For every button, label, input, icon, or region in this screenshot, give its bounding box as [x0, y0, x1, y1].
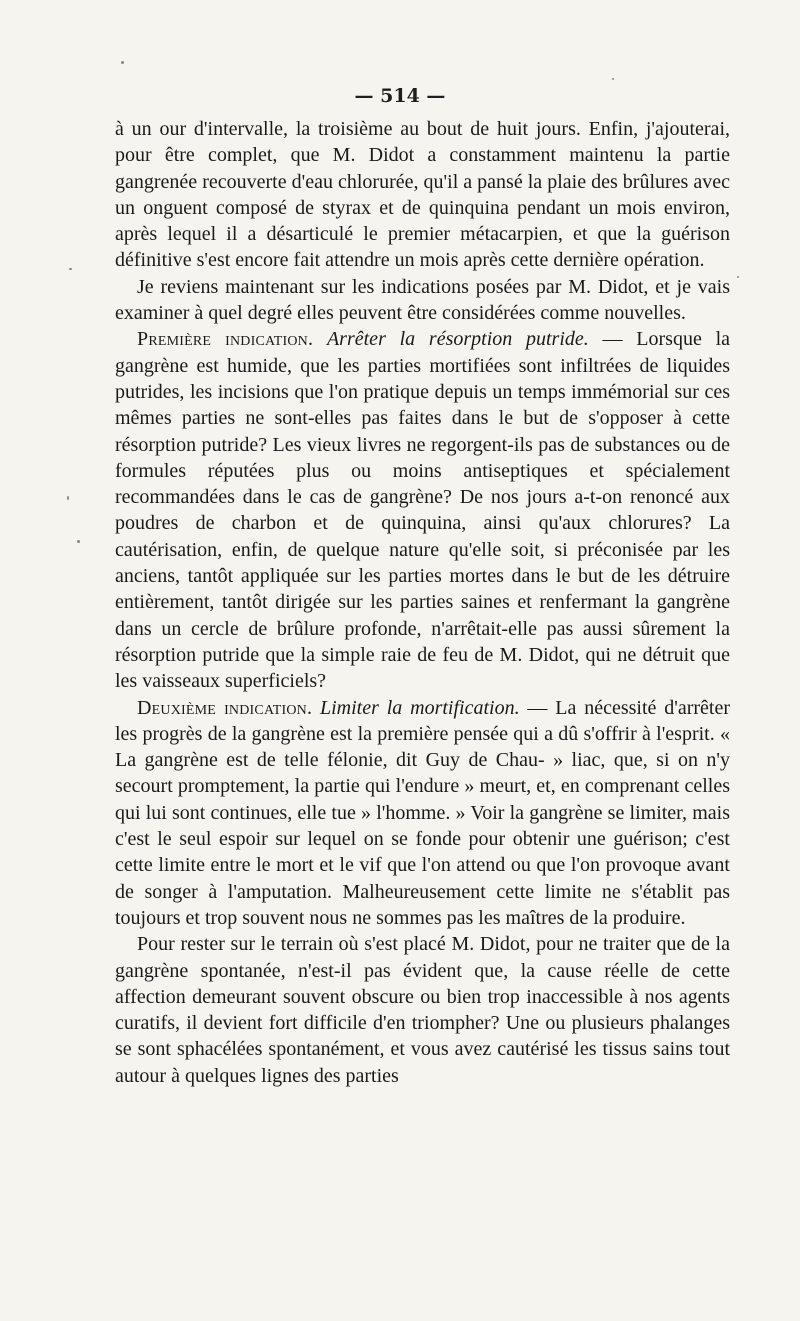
page-number: — 514 —	[354, 85, 446, 107]
paragraph-1-text: à un our d'intervalle, la troisième au bout de huit jours. Enfin, j'ajouterai, pour être complet, que M. Didot a constamment maintenu la partie gangrenée recouverte d'eau chlorurée, qu'il a pansé la plaie des brûlures avec un onguent composé de styrax et de quinquina pendant un mois environ, après lequel il a désarticulé le premier métacarpien, et que la guérison définitive s'est encore fait attendre un mois après cette dernière opération.	[115, 118, 730, 272]
body-text	[115, 116, 730, 1089]
second-indication-heading: Deuxième indication.	[137, 696, 313, 719]
paragraph-5-text: Pour rester sur le terrain où s'est placé M. Didot, pour ne traiter que de la gangrène spontanée, n'est-il pas évident que, la cause réelle de cette affection demeurant souvent obscure ou bien trop inaccessible à nos agents curatifs, il devient fort difficile d'en triompher? Une ou plusieurs phalanges se sont sphacélées spontanément, et vous avez cautérisé les tissus sains tout autour à quelques lignes des parties	[115, 933, 730, 1087]
paragraph-second-indication	[115, 695, 730, 932]
first-indication-text: — Lorsque la gangrène est humide, que les parties mortifiées sont infiltrées de liquides putrides, les incisions que l'on pratique depuis un temps immémorial sur ces mêmes parties ne sont-elles pas faites dans le but de s'opposer à cette résorption putride? Les vieux livres ne regorgent-ils pas de substances ou de formules réputées plus ou moins antiseptiques et spécialement recommandées dans le cas de gangrène? De nos jours a-t-on renoncé aux poudres de charbon et de quinquina, ainsi qu'aux chlorures? La cautérisation, enfin, de quelque nature qu'elle soit, si préconisée par les anciens, tantôt appliquée sur les parties mortes dans le but de les détruire entièrement, tantôt dirigée sur les parties saines et renfermant la gangrène dans un cercle de brûlure profonde, n'arrêtait-elle pas aussi sûrement la résorption putride que la simple raie de feu de M. Didot, qui ne détruit que les vaisseaux superficiels?	[115, 328, 731, 693]
second-indication-title: Limiter la mortification.	[320, 696, 520, 719]
paragraph-5	[115, 931, 730, 1089]
paragraph-first-indication	[115, 326, 730, 694]
first-indication-heading: Première indication.	[137, 328, 314, 351]
second-indication-text: — La nécessité d'arrêter les progrès de la gangrène est la première pensée qui a dû s'offrir à l'esprit. « La gangrène est de telle félonie, dit Guy de Chau- » liac, que, si on n'y secourt promptement, la partie qui l'endure » meurt, et, en comprenant celles qui lui sont continues, elle tue » l'homme. » Voir la gangrène se limiter, mais c'est le seul espoir sur lequel on se fonde pour obtenir une guérison; c'est cette limite entre le mort et le vif que l'on attend ou que l'on provoque avant de songer à l'amputation. Malheureusement cette limite ne s'établit pas toujours et trop souvent nous ne sommes pas les maîtres de la produire.	[115, 696, 730, 929]
paper-speck	[121, 61, 124, 64]
first-indication-title: Arrêter la résorption putride.	[326, 328, 589, 351]
paper-speck	[612, 78, 614, 80]
paper-speck	[77, 540, 80, 543]
paragraph-2	[115, 274, 730, 327]
paper-speck	[69, 268, 72, 270]
paper-speck	[67, 496, 69, 500]
paragraph-1	[115, 116, 730, 274]
paragraph-2-text: Je reviens maintenant sur les indications posées par M. Didot, et je vais examiner à quel degré elles peuvent être considérées comme nouvelles.	[115, 275, 730, 325]
paper-speck	[737, 276, 739, 278]
